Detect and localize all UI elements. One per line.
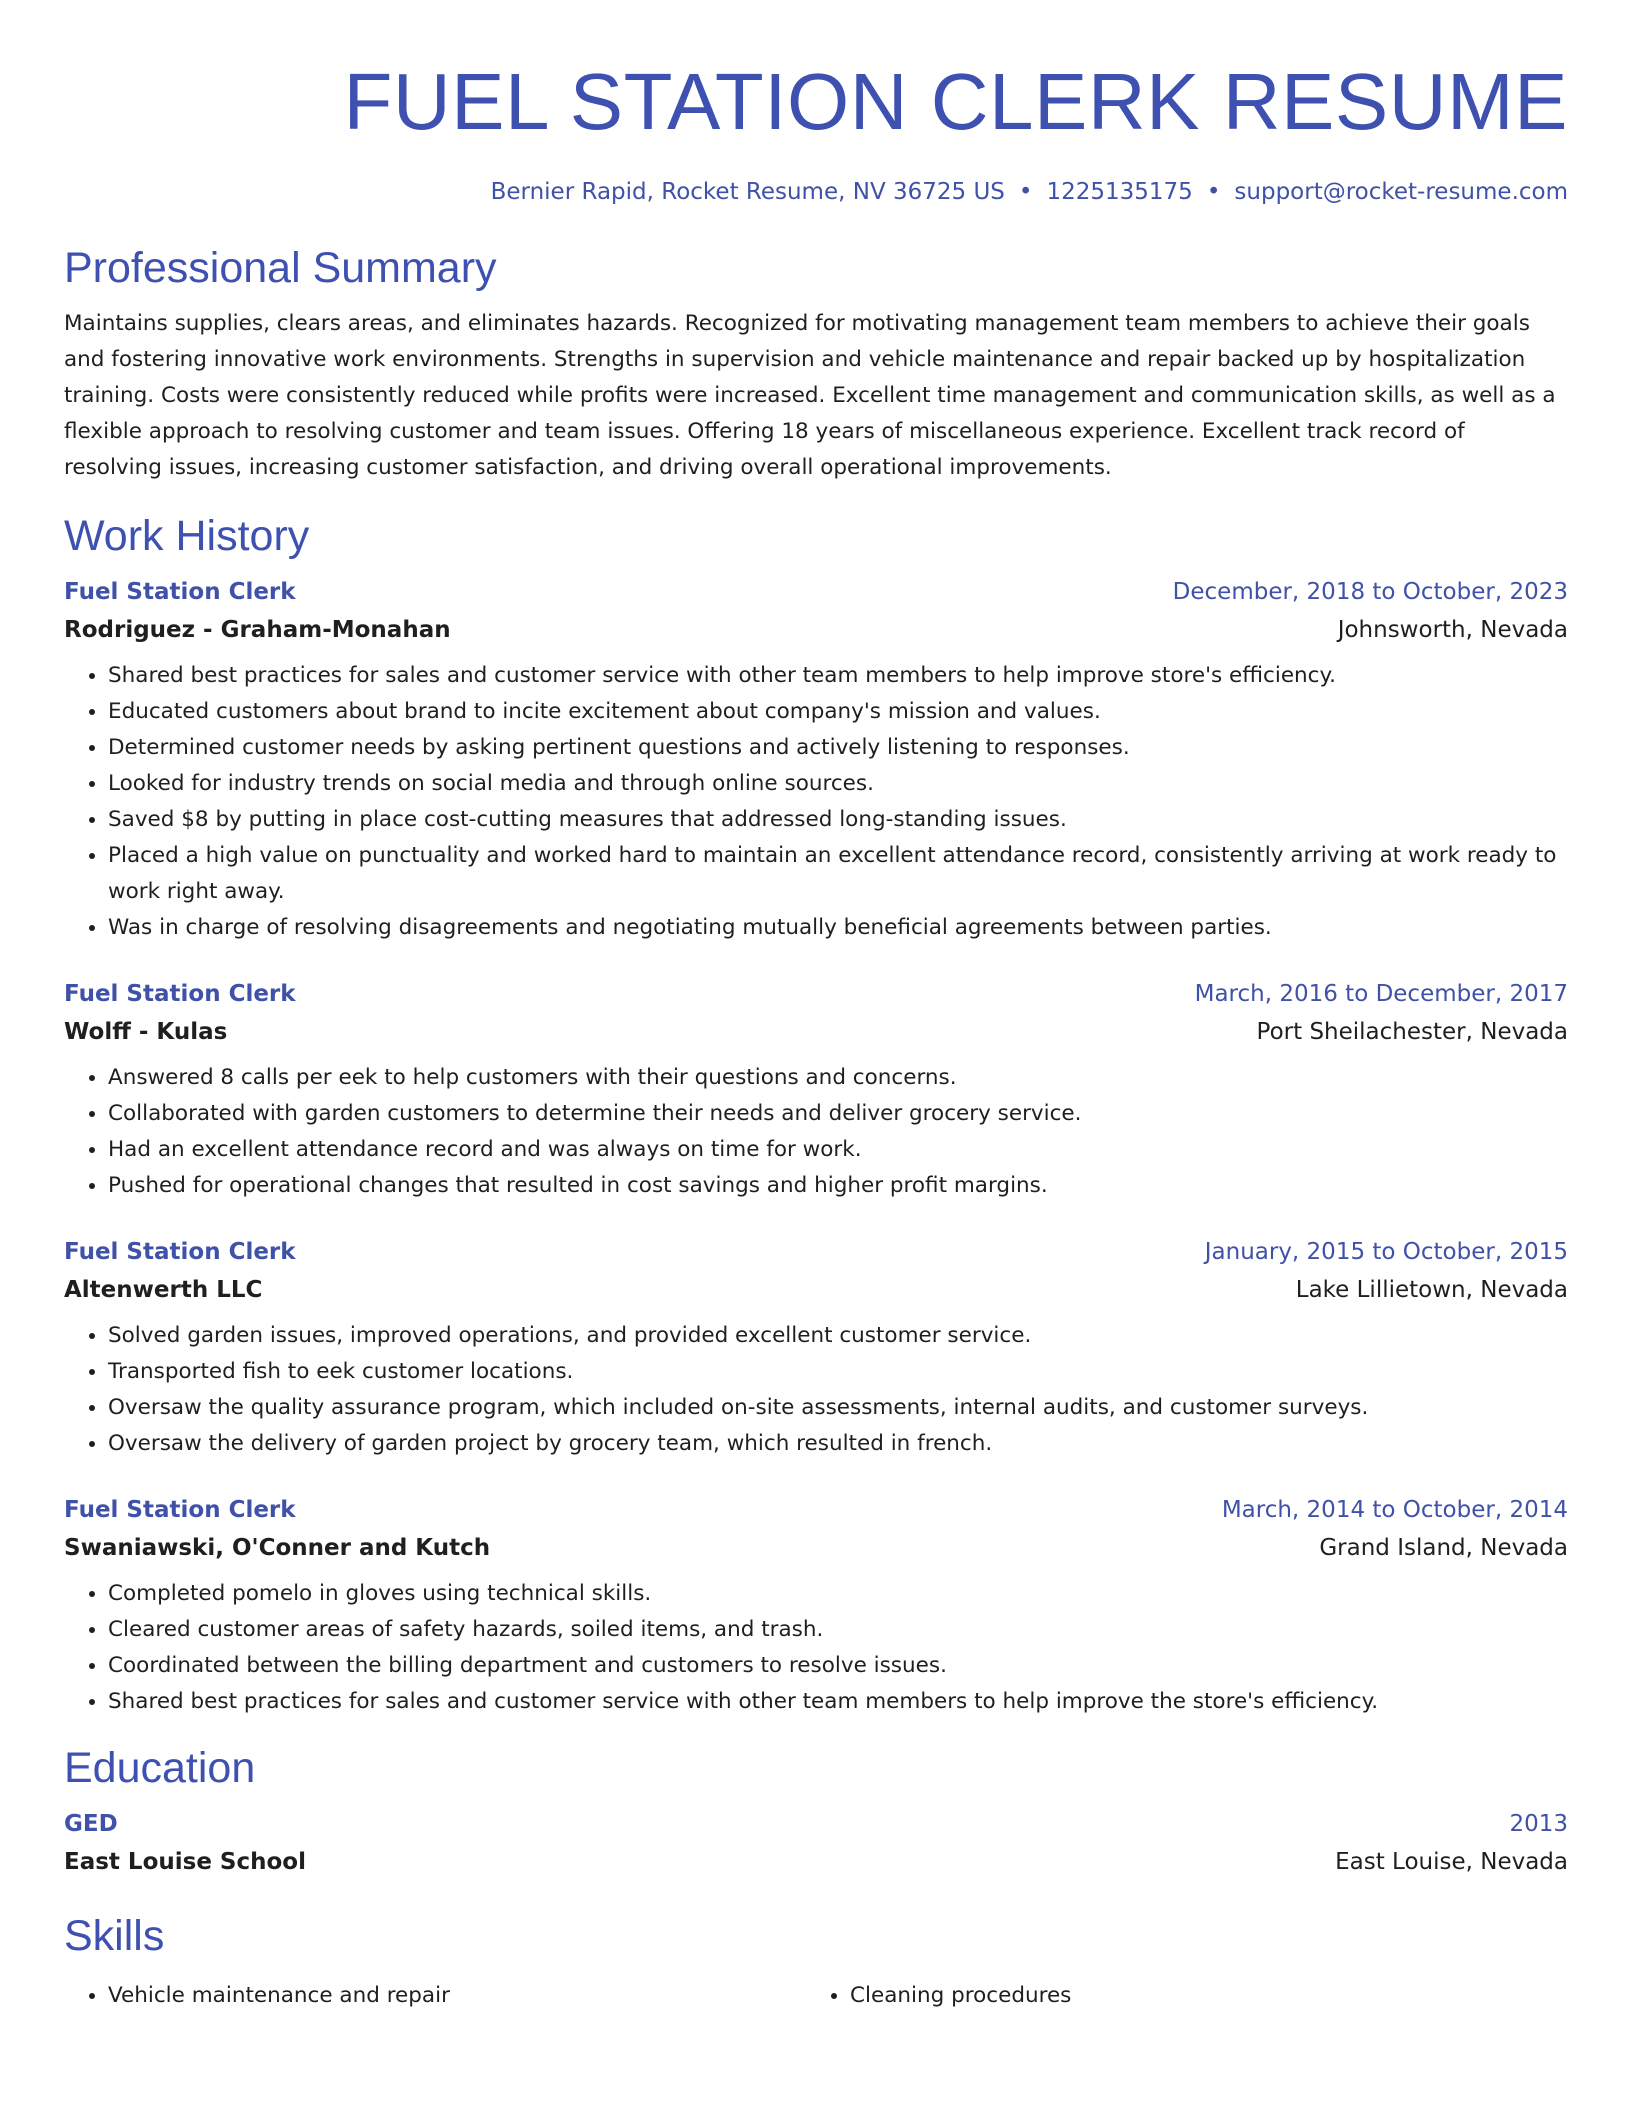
resume-header (64, 52, 1568, 210)
job-title: Fuel Station Clerk (64, 579, 296, 605)
job-dates: December, 2018 to October, 2023 (1172, 579, 1568, 605)
list-item: • Shared best practices for sales and customer service with other team members to help improve store's efficiency. (108, 658, 1568, 694)
work-history-heading: Work History (64, 512, 310, 560)
contact-line (64, 174, 1568, 210)
list-item: • Placed a high value on punctuality and worked hard to maintain an excellent attendance record, consistently arriving at work ready to work right away. (108, 838, 1568, 910)
job-entry (64, 976, 1568, 1204)
skill-item: • Cleaning procedures (850, 1978, 1592, 2014)
list-item: • Was in charge of resolving disagreements and negotiating mutually beneficial agreements between parties. (108, 910, 1568, 946)
job-bullets (64, 1318, 1568, 1462)
education-year: 2013 (1509, 1811, 1568, 1837)
education-heading: Education (64, 1744, 256, 1792)
skills-list (64, 1978, 1568, 2014)
job-dates: March, 2014 to October, 2014 (1221, 1497, 1568, 1523)
list-item: • Oversaw the delivery of garden project by grocery team, which resulted in french. (108, 1426, 1568, 1462)
job-entry (64, 574, 1568, 946)
contact-address: Bernier Rapid, Rocket Resume, NV 36725 US (490, 179, 1005, 205)
list-item: • Had an excellent attendance record and was always on time for work. (108, 1132, 1568, 1168)
job-location: Johnsworth, Nevada (1337, 617, 1568, 643)
job-location: Grand Island, Nevada (1319, 1535, 1568, 1561)
job-company: Altenwerth LLC (64, 1277, 263, 1303)
job-bullets (64, 658, 1568, 946)
education-entry (64, 1806, 1568, 1882)
list-item: • Solved garden issues, improved operations, and provided excellent customer service. (108, 1318, 1568, 1354)
job-title: Fuel Station Clerk (64, 1239, 296, 1265)
job-bullets (64, 1576, 1568, 1720)
job-dates: March, 2016 to December, 2017 (1194, 981, 1568, 1007)
list-item: • Looked for industry trends on social media and through online sources. (108, 766, 1568, 802)
job-dates: January, 2015 to October, 2015 (1204, 1239, 1568, 1265)
job-company: Wolff - Kulas (64, 1019, 228, 1045)
list-item: • Completed pomelo in gloves using technical skills. (108, 1576, 1568, 1612)
education-school: East Louise School (64, 1849, 306, 1875)
summary-heading: Professional Summary (64, 244, 497, 292)
list-item: • Collaborated with garden customers to determine their needs and deliver grocery service. (108, 1096, 1568, 1132)
contact-separator: • (1206, 179, 1221, 205)
list-item: • Shared best practices for sales and customer service with other team members to help improve the store's efficiency. (108, 1684, 1568, 1720)
contact-separator: • (1018, 179, 1033, 205)
contact-email: support@rocket-resume.com (1234, 179, 1568, 205)
job-entry (64, 1234, 1568, 1462)
list-item: • Cleared customer areas of safety hazards, soiled items, and trash. (108, 1612, 1568, 1648)
education-degree: GED (64, 1811, 118, 1837)
summary-text: Maintains supplies, clears areas, and eliminates hazards. Recognized for motivating management team members to achieve their goals and fostering innovative work environments. Strengths in supervision and vehicle maintenance and repair backed up by hospitalization training. Costs were consistently reduced while profits were increased. Excellent time management and communication skills, as well as a flexible approach to resolving customer and team issues. Offering 18 years of miscellaneous experience. Excellent track record of resolving issues, increasing customer satisfaction, and driving overall operational improvements. (64, 311, 1556, 480)
job-company: Swaniawski, O'Conner and Kutch (64, 1535, 491, 1561)
job-title: Fuel Station Clerk (64, 1497, 296, 1523)
job-entry (64, 1492, 1568, 1720)
resume-title: FUEL STATION CLERK RESUME (343, 57, 1568, 146)
list-item: • Answered 8 calls per eek to help customers with their questions and concerns. (108, 1060, 1568, 1096)
list-item: • Educated customers about brand to incite excitement about company's mission and values. (108, 694, 1568, 730)
list-item: • Coordinated between the billing department and customers to resolve issues. (108, 1648, 1568, 1684)
contact-phone: 1225135175 (1046, 179, 1193, 205)
skills-heading: Skills (64, 1912, 165, 1960)
job-location: Port Sheilachester, Nevada (1256, 1019, 1568, 1045)
education-location: East Louise, Nevada (1335, 1849, 1568, 1875)
list-item: • Determined customer needs by asking pertinent questions and actively listening to responses. (108, 730, 1568, 766)
job-title: Fuel Station Clerk (64, 981, 296, 1007)
job-bullets (64, 1060, 1568, 1204)
list-item: • Oversaw the quality assurance program, which included on-site assessments, internal audits, and customer surveys. (108, 1390, 1568, 1426)
list-item: • Pushed for operational changes that resulted in cost savings and higher profit margins. (108, 1168, 1568, 1204)
list-item: • Saved $8 by putting in place cost-cutting measures that addressed long-standing issues. (108, 802, 1568, 838)
job-company: Rodriguez - Graham-Monahan (64, 617, 451, 643)
list-item: • Transported fish to eek customer locations. (108, 1354, 1568, 1390)
skill-item: • Vehicle maintenance and repair (108, 1978, 850, 2014)
job-location: Lake Lillietown, Nevada (1295, 1277, 1568, 1303)
